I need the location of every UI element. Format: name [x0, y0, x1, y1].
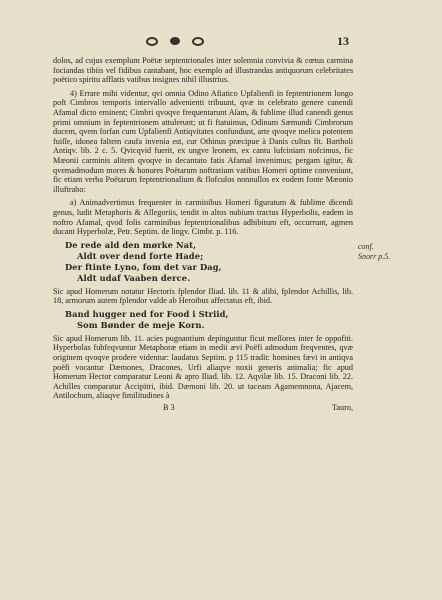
paragraph-3: a) Animadvertimus frequenter in carminibus Homeri figuratum & fublime dicendi genus, ludit Metaphoris & Allegoriis, tendit in altos nubium tractus Hyperbolis, eadem in noftro Afamal, qvod folis carminibus feptentrionalibus adhibitum eft, occurrunt, agmen ducant Hyperbolæ, Petr. Septim. de lingv. Cimbr. p. 116. — [53, 198, 353, 237]
margin-note-line: conf. — [358, 242, 374, 251]
verse-line: Aldt over dend forte Hade; — [77, 250, 204, 261]
ornament-ring-center — [170, 37, 180, 45]
ornament-ring-right — [192, 37, 204, 46]
verse-line: Band hugger ned for Food i Striid, — [65, 308, 229, 319]
verse-line: Aldt udaf Vaaben derce. — [77, 272, 191, 283]
paragraph-1: dolos, ad cujus exemplum Poëtæ septentrionales inter solemnia convivia & cœtus carmina fociandas tibiis vel fidibus cantabant, hoc exemplo ad illustrandas antiquorum celebritates poëtico spiritu afflatis vatibus insignes nihil illustrius. — [53, 56, 353, 85]
verse-line: Der ftinte Lyno, fom det var Dag, — [65, 261, 222, 272]
verse-line: Som Bønder de meje Korn. — [77, 319, 205, 330]
margin-note — [358, 242, 390, 262]
verse-block-2 — [65, 309, 353, 331]
verse-line: De rede ald den mørke Nat, — [65, 239, 197, 250]
margin-note-line: Snorr p.5. — [358, 252, 391, 261]
paragraph-4: Sic apud Homerum notatur Hectoris fplendor Iliad. lib. 11 & alibi, fplendor Achillis, lib. 18, armorum autem fplendor valde ab Heroibus affectatus eft, ibid. — [53, 286, 353, 306]
ornament-ring-left — [146, 37, 158, 46]
catchword: Tauro, — [331, 403, 353, 413]
header-ornament — [146, 34, 204, 48]
verse-block-1 — [65, 240, 353, 284]
paragraph-5: Sic apud Homerum lib. 11. acies pugnantium depinguntur ficut meſſores inter fe oppofiti. Hyperbolas fubfeqvuntur Metaphoræ etiam in medii ævi Poëfi admodum freqventes, qvæ originem qvoqve prodere videntur: laudatus Septim. p 115 tradit: homines fævi in antiqva poëfi vocantur Dæmones, Dracones, Urfi aliaqve noxii generis animalia; fic apud Homerum Hector comparatur Leoni & apro Iliad. lib. 12. Aqvilæ lib. 15. Draconi lib. 22. Achilles comparatur Accipitri, ibid. Dæmoni lib. 20. ut taceam Agamemnona, Ajacem, Antilochum, aliaqve fimilitudines à — [53, 333, 353, 401]
body-text — [53, 56, 353, 413]
page-number: 13 — [337, 34, 349, 48]
page-footer — [53, 403, 353, 413]
paragraph-2: 4) Errare mihi videntur, qvi omnia Odino Afiatico Upfalienfi in feptentrionem longo poft Cimbros temporis intervallo advenienti tribuunt, qvæ in celebrato genere canendi Afamal dicto eminent; Cimbri qvoqve frequentarunt Aſam, & fublime illud canendi genus primi omnium in feptentrionem attulerunt; ut fi ftatuimus, Odinum Sæmundi Cimbrorum ducem, qvem forfan cum Upfalienfi Antiqvitates confundunt, arte qvoqve melica potentem fuiſſe, idonea faltem caufa invenia est, cur Othinus præcipue à Danis cultus fit. Bartholi Antiqv. lib. 2 c. 5. Qvicqvid fuerit, ex ungve leonem, ex cantu lufciniam nofcimus, fic Mæonii carminis alitem qvoqve in decantato fatis Afamal invenimus; pergam igitur, & qvemadmodum mores & honores Poëtarum noftratium vatibus Homeri optime conveniunt, fic etiam verba Poëtarum feptentrionalium & flofculos nonnullos ex eodem fonte Mæonio illuftrabo: — [53, 88, 353, 194]
signature-mark: B 3 — [163, 403, 175, 413]
